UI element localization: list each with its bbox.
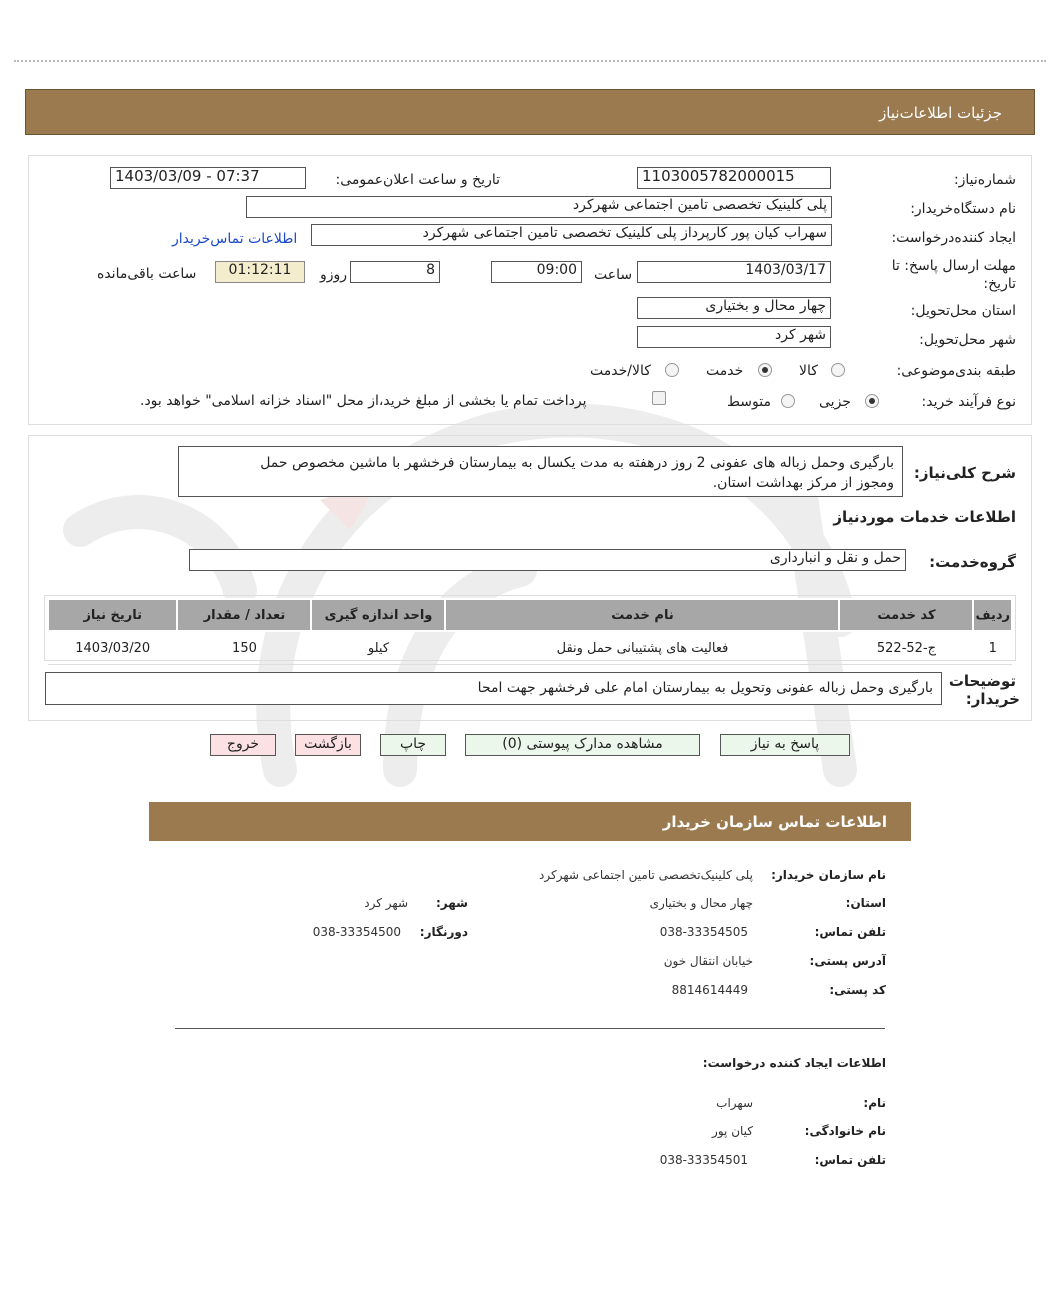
need-number-label: شماره‌نیاز: [953, 172, 1016, 188]
cell-date: 1403/03/20 [48, 631, 177, 665]
services-table-header [48, 599, 1012, 631]
top-divider [14, 60, 1046, 62]
contact-address-label: آدرس پستی: [809, 954, 886, 968]
days-field: 8 [350, 261, 440, 283]
deadline-date-field: 1403/03/17 [637, 261, 831, 283]
creator-family-value: کیان پور [712, 1124, 753, 1138]
category-goods-service-label: کالا/خدمت [590, 363, 651, 379]
reply-button[interactable]: پاسخ به نیاز [720, 734, 850, 756]
buyer-notes-label-1: توضیحات [948, 672, 1016, 690]
province-field: چهار محال و بختیاری [637, 297, 831, 319]
creator-family-label: نام خانوادگی: [804, 1124, 886, 1138]
process-radio-minor[interactable] [865, 394, 879, 408]
contact-postal-value: 8814614449 [671, 983, 748, 997]
buyer-notes-label-2: خریدار: [965, 690, 1020, 708]
col-date: تاریخ نیاز [48, 599, 177, 631]
col-row: ردیف [973, 599, 1012, 631]
buyer-contact-link[interactable]: اطلاعات تماس‌خریدار [172, 231, 298, 247]
days-label: روزو [320, 267, 348, 283]
need-number-field: 1103005782000015 [637, 167, 831, 189]
contact-phone-value: 038-33354505 [659, 925, 748, 939]
province-label: استان محل‌تحویل: [910, 303, 1016, 319]
category-radio-goods[interactable] [831, 363, 845, 377]
remaining-label: ساعت باقی‌مانده [97, 266, 197, 282]
cell-qty: 150 [177, 631, 311, 665]
cell-code: ج-52-522 [839, 631, 973, 665]
city-field: شهر کرد [637, 326, 831, 348]
category-radio-service[interactable] [758, 363, 772, 377]
creator-phone-label: تلفن تماس: [814, 1153, 886, 1167]
contact-section-title: اطلاعات تماس سازمان خریدار [662, 813, 887, 831]
deadline-label-2: تاریخ: [983, 276, 1016, 292]
page-header [25, 89, 1035, 135]
buyer-notes-field: بارگیری وحمل زباله عفونی وتحویل به بیمارستان امام علی فرخشهر جهت امحا [45, 672, 942, 705]
city-label: شهر محل‌تحویل: [919, 332, 1016, 348]
remaining-time-field: 01:12:11 [215, 261, 305, 283]
contact-address-value: خیابان انتقال خون [663, 954, 753, 968]
col-unit: واحد اندازه گیری [311, 599, 445, 631]
contact-divider [175, 1028, 885, 1029]
table-row [48, 631, 1012, 665]
service-group-field: حمل و نقل و انبارداری [189, 549, 906, 571]
process-minor-label: جزیی [819, 394, 851, 410]
creator-phone-value: 038-33354501 [659, 1153, 748, 1167]
creator-name-label: نام: [863, 1096, 886, 1110]
announce-field: 1403/03/09 - 07:37 [110, 167, 306, 189]
cell-name: فعالیت های پشتیبانی حمل ونقل [445, 631, 839, 665]
contact-phone-label: تلفن تماس: [814, 925, 886, 939]
cell-unit: کیلو [311, 631, 445, 665]
creator-field: سهراب کیان پور کارپرداز پلی کلینیک تخصصی تامین اجتماعی شهرکرد [311, 224, 832, 246]
services-table [47, 598, 1013, 665]
services-title: اطلاعات خدمات موردنیاز [833, 508, 1016, 526]
creator-section-title: اطلاعات ایجاد کننده درخواست: [702, 1056, 886, 1070]
cell-row: 1 [973, 631, 1012, 665]
deadline-label-1: مهلت ارسال پاسخ: تا [891, 258, 1016, 274]
contact-org-label: نام سازمان خریدار: [771, 868, 886, 882]
contact-postal-label: کد پستی: [829, 983, 886, 997]
buyer-org-label: نام دستگاه‌خریدار: [910, 201, 1016, 217]
print-button[interactable]: چاپ [380, 734, 446, 756]
col-name: نام خدمت [445, 599, 839, 631]
contact-province-label: استان: [845, 896, 886, 910]
process-label: نوع فرآیند خرید: [921, 394, 1016, 410]
back-button[interactable]: بازگشت [295, 734, 361, 756]
announce-label: تاریخ و ساعت اعلان‌عمومی: [335, 172, 500, 188]
contact-section-header [149, 802, 911, 841]
creator-label: ایجاد کننده‌درخواست: [891, 230, 1016, 246]
contact-province-value: چهار محال و بختیاری [649, 896, 753, 910]
creator-name-value: سهراب [716, 1096, 753, 1110]
description-label: شرح کلی‌نیاز: [913, 464, 1016, 482]
category-label: طبقه بندی‌موضوعی: [896, 363, 1016, 379]
contact-fax-value: 038-33354500 [312, 925, 401, 939]
service-group-label: گروه‌خدمت: [929, 553, 1016, 571]
col-qty: تعداد / مقدار [177, 599, 311, 631]
contact-org-value: پلی کلینیک‌تخصصی تامین اجتماعی شهرکرد [539, 868, 753, 882]
contact-fax-label: دورنگار: [419, 925, 468, 939]
page-title: جزئیات اطلاعات‌نیاز [879, 104, 1002, 122]
category-radio-goods-service[interactable] [665, 363, 679, 377]
col-code: کد خدمت [839, 599, 973, 631]
process-medium-label: متوسط [727, 394, 771, 410]
category-goods-label: کالا [799, 363, 818, 379]
attachments-button[interactable]: مشاهده مدارک پیوستی (0) [465, 734, 700, 756]
exit-button[interactable]: خروج [210, 734, 276, 756]
description-line-1: بارگیری وحمل زباله های عفونی 2 روز درهفته به مدت یکسال به بیمارستان فرخشهر با ماشین مخصوص حمل [260, 455, 894, 471]
contact-city-value: شهر کرد [364, 896, 408, 910]
deadline-time-field: 09:00 [491, 261, 582, 283]
buyer-org-field: پلی کلینیک تخصصی تامین اجتماعی شهرکرد [246, 196, 832, 218]
deadline-time-label: ساعت [594, 267, 633, 283]
description-field [178, 446, 903, 497]
contact-city-label: شهر: [436, 896, 468, 910]
category-service-label: خدمت [706, 363, 744, 379]
treasury-checkbox[interactable] [652, 391, 666, 405]
description-line-2: ومجوز از مرکز بهداشت استان. [712, 475, 894, 491]
payment-note: پرداخت تمام یا بخشی از مبلغ خرید،از محل "اسناد خزانه اسلامی" خواهد بود. [140, 393, 587, 409]
process-radio-medium[interactable] [781, 394, 795, 408]
